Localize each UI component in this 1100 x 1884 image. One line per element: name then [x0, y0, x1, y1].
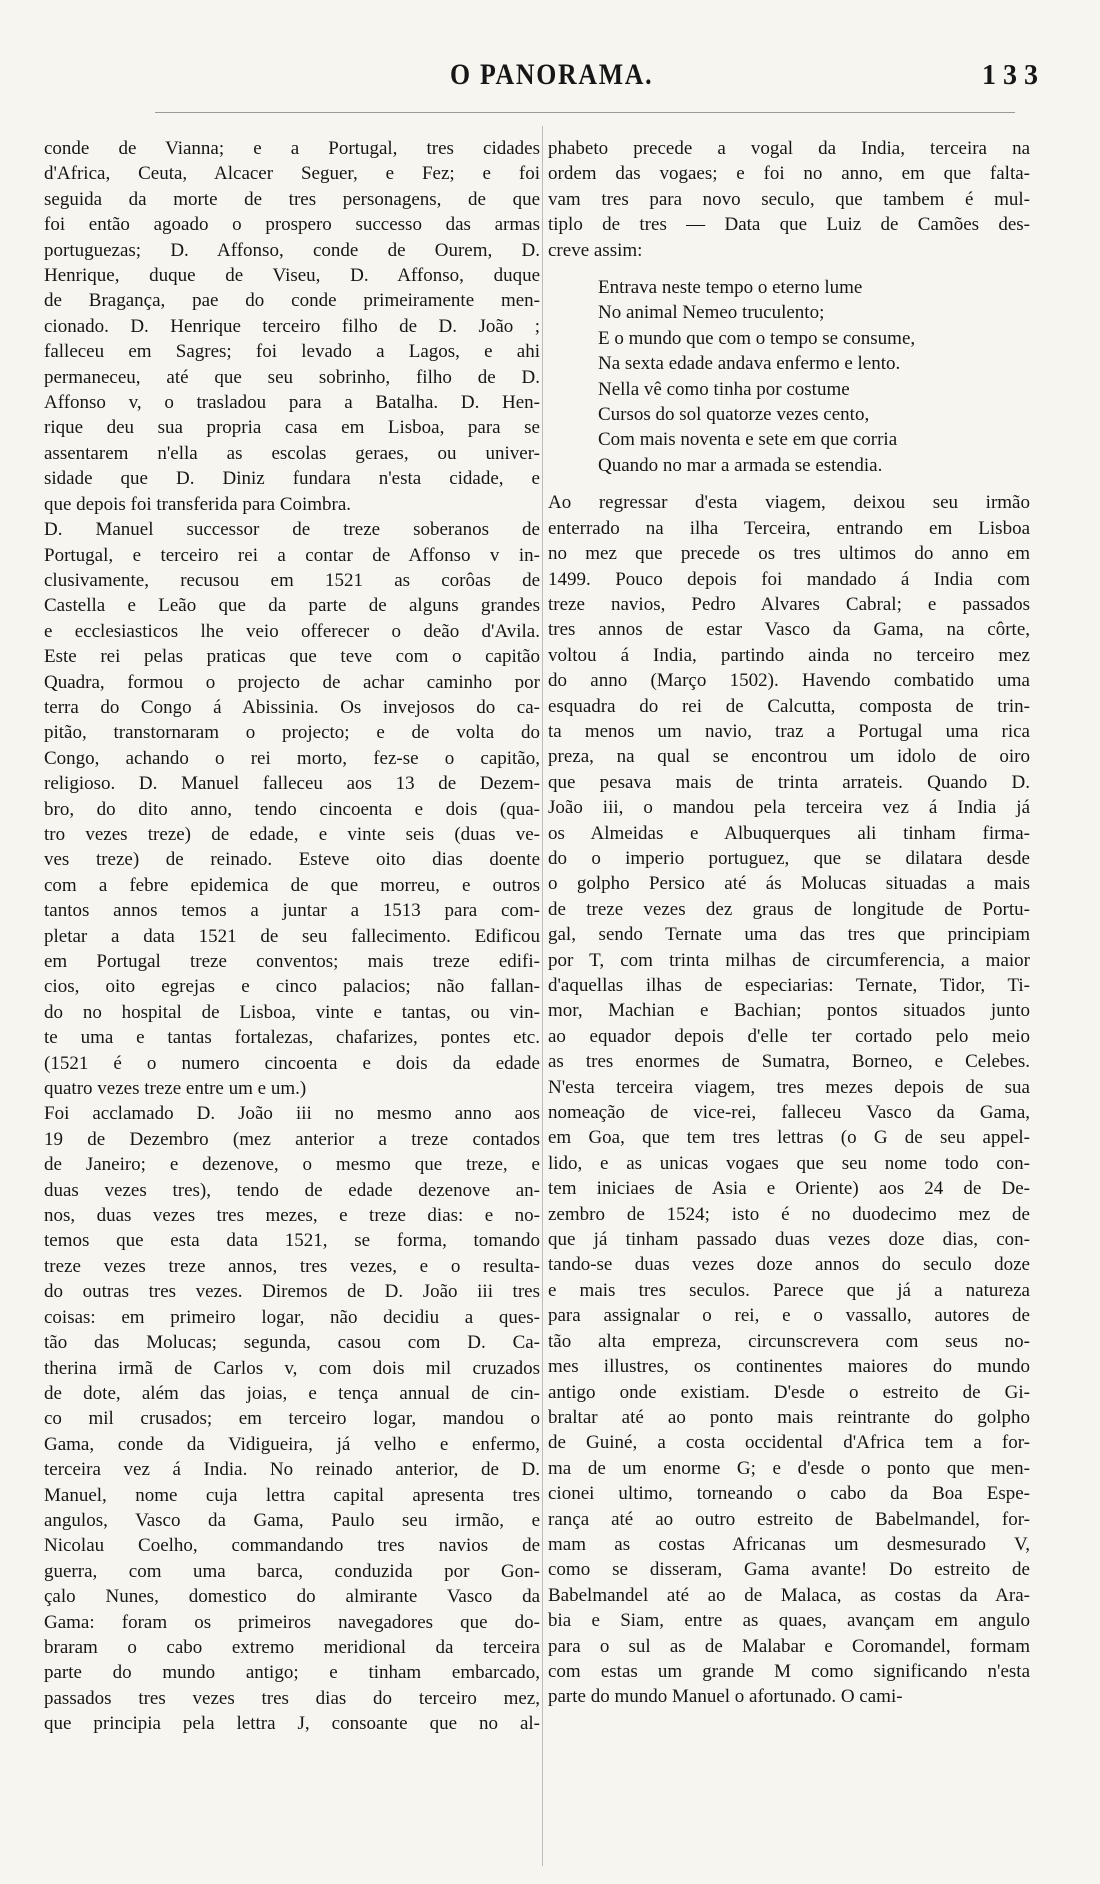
text-line: 1499. Pouco depois foi mandado á India com	[548, 568, 1030, 590]
text-line: duas vezes tres), tendo de edade dezenove an-	[44, 1179, 540, 1201]
text-line: antigo onde existiam. D'esde o estreito de Gi-	[548, 1381, 1030, 1403]
text-line: de treze vezes dez graus de longitude de Portu-	[548, 898, 1030, 920]
text-line: com a febre epidemica de que morreu, e outros	[44, 874, 540, 896]
text-line: no mez que precede os tres ultimos do anno em	[548, 543, 1030, 565]
text-line: esquadra do rei de Calcutta, composta de trin-	[548, 695, 1030, 717]
text-line: tiplo de tres — Data que Luiz de Camões des-	[548, 214, 1030, 236]
text-line: creve assim:	[548, 239, 643, 261]
text-line: Foi acclamado D. João iii no mesmo anno aos	[44, 1103, 540, 1125]
text-line: de Guiné, a costa occidental d'Africa tem a for-	[548, 1432, 1030, 1454]
text-line: em Portugal treze conventos; mais treze edifi-	[44, 951, 540, 972]
text-line: permaneceu, até que seu sobrinho, filho de D.	[44, 366, 540, 388]
text-line: para o sul as de Malabar e Coromandel, formam	[548, 1635, 1030, 1657]
header-rule	[155, 112, 1015, 113]
text-line: Manuel, nome cuja lettra capital apresenta tres	[44, 1484, 540, 1506]
text-line: que depois foi transferida para Coimbra.	[44, 493, 352, 515]
text-line: braltar até ao ponto mais reintrante do golpho	[548, 1406, 1030, 1428]
text-line: tão das Molucas; segunda, casou com D. Ca-	[44, 1332, 540, 1354]
text-line: Portugal, e terceiro rei a contar de Affonso v in-	[44, 544, 540, 566]
text-line: nomeação de vice-rei, falleceu Vasco da Gama,	[548, 1102, 1030, 1124]
text-line: Quando no mar a armada se estendia.	[598, 454, 883, 476]
text-line: mes illustres, os continentes maiores do mundo	[548, 1356, 1030, 1378]
text-line: guerra, com uma barca, conduzida por Gon-	[44, 1560, 540, 1582]
text-line: sidade que D. Diniz fundara n'esta cidade, e	[44, 468, 540, 490]
text-line: Henrique, duque de Viseu, D. Affonso, duque	[44, 265, 540, 287]
text-line: assentarem n'ella as escolas geraes, ou univer-	[44, 442, 540, 464]
text-line: pitão, transtornaram o projecto; e de volta do	[44, 722, 540, 744]
text-line: e ecclesiasticos lhe veio offerecer o deão d'Avila.	[44, 620, 540, 642]
text-line: tantos annos temos a juntar a 1513 para com-	[44, 900, 540, 922]
text-line: que principia pela lettra J, consoante que no al-	[44, 1713, 540, 1735]
text-line: para assignalar o rei, e o vassallo, autores de	[548, 1305, 1030, 1327]
text-line: tro vezes treze) de edade, e vinte seis (duas ve-	[44, 823, 540, 845]
text-line: rique deu sua propria casa em Lisboa, para se	[44, 417, 540, 439]
text-line: lido, e as unicas vogaes que seu nome todo con-	[548, 1152, 1030, 1174]
text-line: do outras tres vezes. Diremos de D. João iii tres	[44, 1281, 540, 1303]
text-line: d'Africa, Ceuta, Alcacer Seguer, e Fez; e foi	[44, 163, 540, 185]
text-line: em Goa, que tem tres lettras (o G de seu appel-	[548, 1127, 1030, 1149]
text-line: Quadra, formou o projecto de achar caminho por	[44, 671, 540, 693]
text-line: que pesava mais de trinta arrateis. Quando D.	[548, 771, 1030, 793]
text-line: coisas: em primeiro logar, não decidiu a ques-	[44, 1306, 540, 1328]
text-line: do no hospital de Lisboa, vinte e tantas, ou vin-	[44, 1001, 540, 1023]
text-line: Com mais noventa e sete em que corria	[598, 429, 898, 451]
text-line: João iii, o mandou pela terceira vez á India já	[548, 797, 1030, 819]
text-line: cionado. D. Henrique terceiro filho de D. João ;	[44, 315, 540, 337]
text-line: quatro vezes treze entre um e um.)	[44, 1078, 307, 1100]
text-line: portuguezas; D. Affonso, conde de Ourem, D.	[44, 239, 540, 261]
page-header	[0, 58, 1100, 98]
left-column	[44, 136, 540, 1737]
page-number: 1 3 3	[982, 60, 1038, 91]
text-line: nos, duas vezes tres mezes, e treze dias: e no-	[44, 1205, 540, 1227]
text-line: passados tres vezes tres dias do terceiro mez,	[44, 1687, 540, 1709]
line-gap	[548, 478, 1030, 490]
text-line: Congo, achando o rei morto, fez-se o capitão,	[44, 747, 540, 769]
text-line: tem iniciaes de Asia e Oriente) aos 24 de De-	[548, 1178, 1030, 1200]
text-line: ves treze) de reinado. Esteve oito dias doente	[44, 849, 540, 871]
text-line: Nella vê como tinha por costume	[598, 378, 850, 400]
text-line: clusivamente, recusou em 1521 as corôas de	[44, 569, 540, 591]
text-line: Nicolau Coelho, commandando tres navios de	[44, 1535, 540, 1557]
text-line: ao equador depois d'elle ter cortado pelo meio	[548, 1025, 1030, 1047]
text-line: phabeto precede a vogal da India, terceira na	[548, 138, 1030, 159]
text-line: Cursos do sol quatorze vezes cento,	[598, 404, 870, 426]
text-line: cionei ultimo, torneando o cabo da Boa Espe-	[548, 1483, 1030, 1505]
text-line: Entrava neste tempo o eterno lume	[598, 277, 863, 299]
text-line: mam as costas Africanas um desmesurado V,	[548, 1533, 1030, 1555]
text-line: Na sexta edade andava enfermo e lento.	[598, 353, 901, 375]
text-line: Affonso v, o trasladou para a Batalha. D. Hen-	[44, 392, 540, 414]
text-line: do anno (Março 1502). Havendo combatido uma	[548, 670, 1030, 692]
text-line: como se disseram, Gama avante! Do estreito de	[548, 1559, 1030, 1581]
text-line: tando-se duas vezes doze annos do seculo doze	[548, 1254, 1030, 1276]
line-gap	[548, 263, 1030, 275]
text-line: pletar a data 1521 de seu fallecimento. Edificou	[44, 925, 540, 947]
text-line: temos que esta data 1521, se forma, tomando	[44, 1230, 540, 1252]
text-line: gal, sendo Ternate uma das tres que principiam	[548, 924, 1030, 946]
text-line: ordem das vogaes; e foi no anno, em que falta-	[548, 163, 1030, 185]
text-line: falleceu em Sagres; foi levado a Lagos, e ahi	[44, 341, 540, 363]
text-line: por T, com trinta milhas de circumferencia, a maior	[548, 949, 1030, 971]
text-line: 19 de Dezembro (mez anterior a treze contados	[44, 1128, 540, 1150]
text-line: conde de Vianna; e a Portugal, tres cidades	[44, 138, 540, 159]
right-column	[548, 136, 1030, 1710]
text-line: preza, na qual se encontrou um idolo de oiro	[548, 746, 1030, 768]
text-line: te uma e tantas fortalezas, chafarizes, pontes etc.	[44, 1027, 540, 1049]
text-line: o golpho Persico até ás Molucas situadas a mais	[548, 873, 1030, 895]
text-line: Ao regressar d'esta viagem, deixou seu irmão	[548, 492, 1030, 514]
text-line: Castella e Leão que da parte de alguns grandes	[44, 595, 540, 617]
text-line: vam tres para novo seculo, que tambem é mul-	[548, 188, 1030, 210]
text-line: de Bragança, pae do conde primeiramente men-	[44, 290, 540, 312]
text-line: (1521 é o numero cincoenta e dois da edade	[44, 1052, 540, 1074]
text-line: E o mundo que com o tempo se consume,	[598, 327, 916, 349]
text-line: bia e Siam, entre as quaes, avançam em angulo	[548, 1610, 1030, 1632]
text-line: foi então agoado o prospero successo das armas	[44, 214, 540, 236]
text-line: d'aquellas ilhas de especiarias: Ternate, Tidor, Ti-	[548, 975, 1030, 996]
text-line: de Janeiro; e dezenove, o mesmo que treze, e	[44, 1154, 540, 1176]
text-line: tres annos de estar Vasco da Gama, na côrte,	[548, 619, 1030, 641]
text-line: çalo Nunes, domestico do almirante Vasco da	[44, 1586, 540, 1608]
text-line: zembro de 1524; isto é no duodecimo mez de	[548, 1203, 1030, 1225]
text-line: religioso. D. Manuel falleceu aos 13 de Dezem-	[44, 773, 540, 795]
text-line: Gama: foram os primeiros navegadores que do-	[44, 1611, 540, 1633]
text-line: angulos, Vasco da Gama, Paulo seu irmão, e	[44, 1509, 540, 1531]
column-divider	[542, 126, 543, 1866]
publication-title: O PANORAMA.	[450, 58, 654, 91]
text-line: com estas um grande M como significando n'esta	[548, 1660, 1030, 1682]
text-line: treze navios, Pedro Alvares Cabral; e passados	[548, 593, 1030, 615]
text-line: as tres enormes de Sumatra, Borneo, e Celebes.	[548, 1051, 1030, 1073]
text-line: tão alta empreza, circunscrevera com seus no-	[548, 1330, 1030, 1352]
text-line: do o imperio portuguez, que se dilatara desde	[548, 847, 1030, 869]
text-line: D. Manuel successor de treze soberanos de	[44, 519, 540, 541]
text-line: cios, oito egrejas e cinco palacios; não fallan-	[44, 976, 540, 998]
text-line: voltou á India, partindo ainda no terceiro mez	[548, 644, 1030, 666]
text-line: Babelmandel até ao de Malaca, as costas da Ara-	[548, 1584, 1030, 1606]
text-line: terceira vez á India. No reinado anterior, de D.	[44, 1459, 540, 1481]
text-line: terra do Congo á Abissinia. Os invejosos do ca-	[44, 696, 540, 718]
text-line: ma de um enorme G; e d'esde o ponto que men-	[548, 1457, 1030, 1479]
text-line: que já tinham passado duas vezes doze dias, con-	[548, 1229, 1030, 1251]
text-line: No animal Nemeo truculento;	[598, 302, 825, 324]
text-line: de dote, além das joias, e tença annual de cin-	[44, 1382, 540, 1404]
text-line: co mil crusados; em terceiro logar, mandou o	[44, 1408, 540, 1430]
text-line: rança até ao outro estreito de Babelmandel, for-	[548, 1508, 1030, 1530]
text-line: ta menos um navio, traz a Portugal uma rica	[548, 720, 1030, 742]
text-line: bro, do dito anno, tendo cincoenta e dois (qua-	[44, 798, 540, 820]
text-line: therina irmã de Carlos v, com dois mil cruzados	[44, 1357, 540, 1379]
text-line: Este rei pelas praticas que teve com o capitão	[44, 646, 540, 668]
text-line: treze vezes treze annos, tres vezes, e o resulta-	[44, 1255, 540, 1277]
text-line: parte do mundo antigo; e tinham embarcado,	[44, 1662, 540, 1684]
text-line: os Almeidas e Albuquerques ali tinham firma-	[548, 822, 1030, 844]
text-line: braram o cabo extremo meridional da terceira	[44, 1636, 540, 1658]
text-line: mor, Machian e Bachian; pontos situados junto	[548, 1000, 1030, 1022]
text-line: parte do mundo Manuel o afortunado. O cami-	[548, 1686, 903, 1708]
text-line: seguida da morte de tres personagens, de que	[44, 188, 540, 210]
text-line: enterrado na ilha Terceira, entrando em Lisboa	[548, 517, 1030, 539]
text-line: e mais tres seculos. Parece que já a natureza	[548, 1279, 1030, 1301]
text-line: N'esta terceira viagem, tres mezes depois de sua	[548, 1076, 1030, 1098]
text-line: Gama, conde da Vidigueira, já velho e enfermo,	[44, 1433, 540, 1455]
